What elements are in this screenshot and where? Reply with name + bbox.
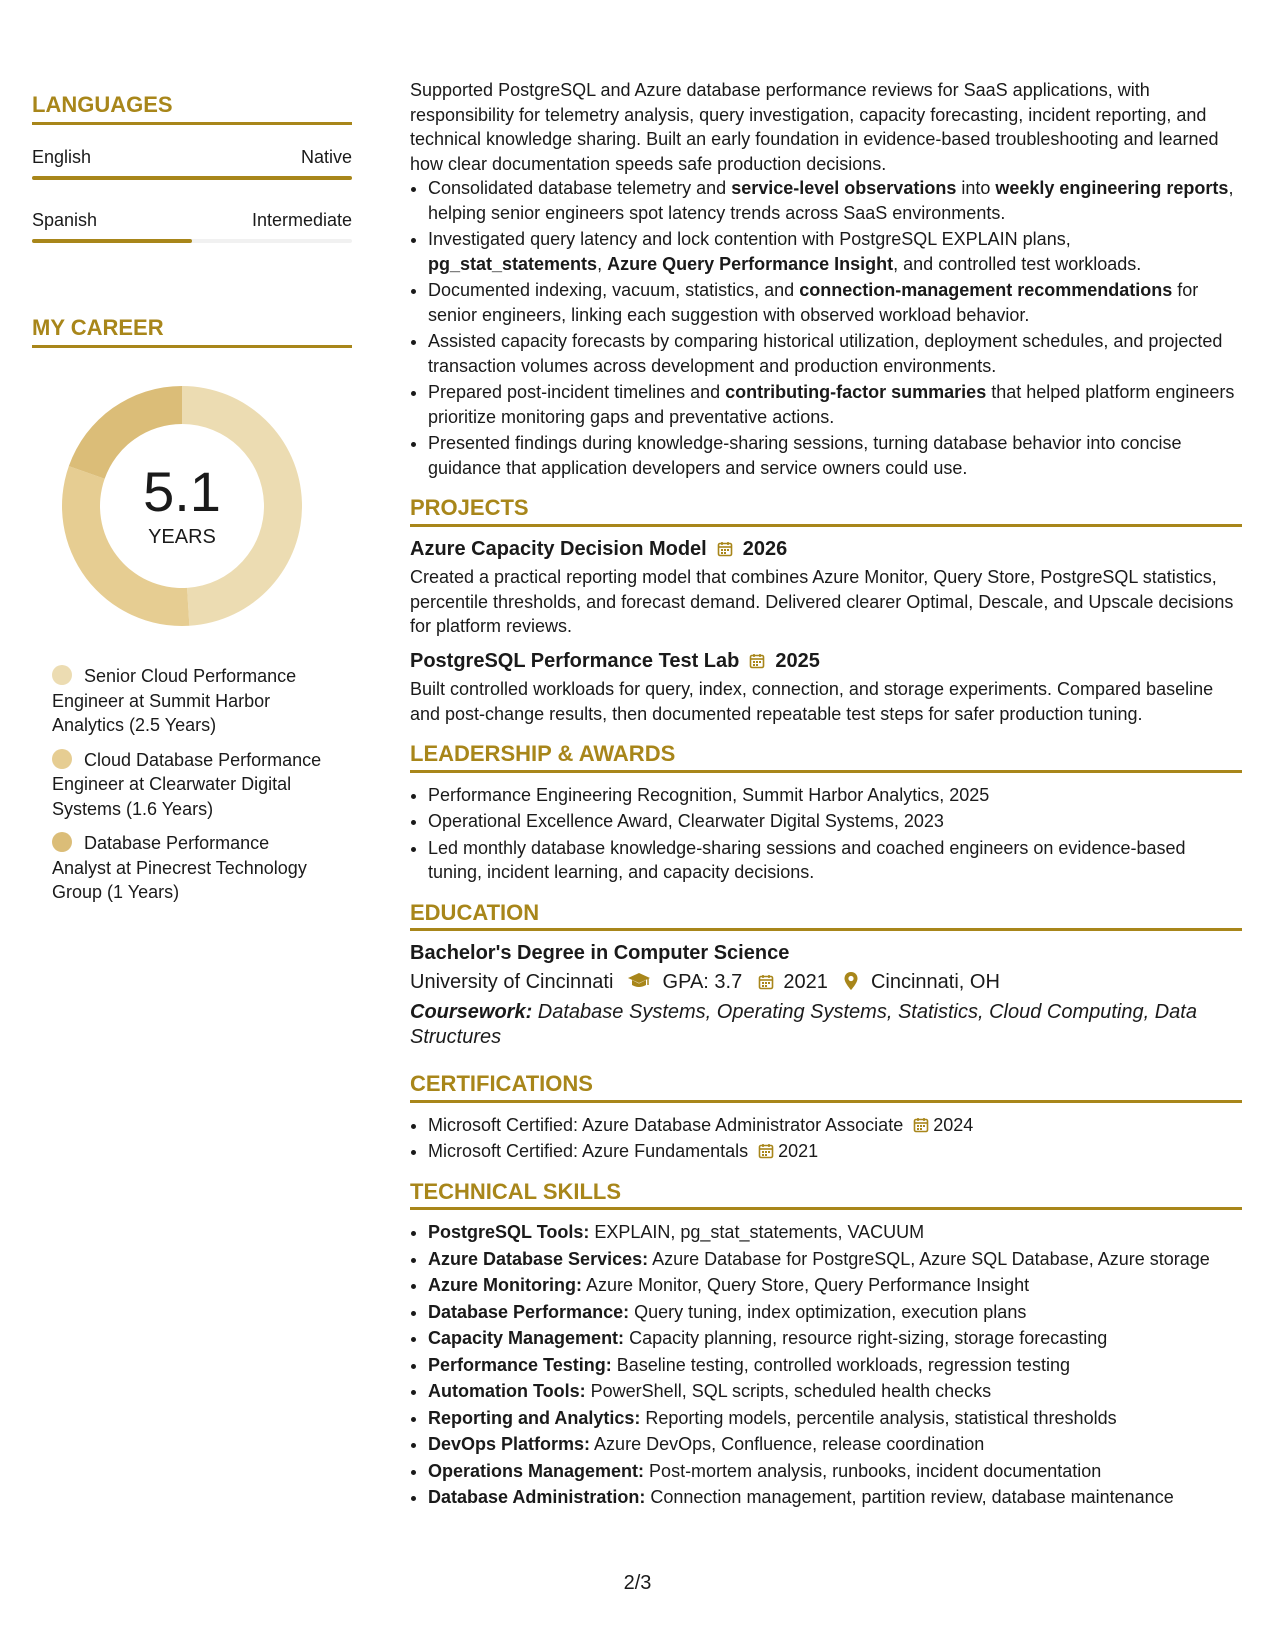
project-item xyxy=(410,649,1242,727)
list-item xyxy=(428,1300,1242,1325)
skills-heading: TECHNICAL SKILLS xyxy=(410,1180,1242,1211)
language-level: Intermediate xyxy=(251,210,352,230)
list-item xyxy=(428,1353,1242,1378)
calendar-icon xyxy=(913,1117,929,1133)
right-column xyxy=(410,78,1242,1512)
legend-dot-icon xyxy=(52,749,72,769)
certification-name: Microsoft Certified: Azure Database Administrator Associate xyxy=(428,1114,904,1135)
experience-summary: Supported PostgreSQL and Azure database performance reviews for SaaS applications, with responsibility for telemetry analysis, query investigation, capacity forecasting, incident reporting, and technical knowledge sharing. Built an early foundation in evidence-based troubleshooting and learned how clear documentation speeds safe production decisions. xyxy=(410,80,1219,174)
list-item xyxy=(428,176,1242,225)
education-details xyxy=(410,970,1242,995)
project-description: Built controlled workloads for query, index, connection, and storage experiments. Compared baseline and post-change results, then documented repeatable test steps for safer production tuning. xyxy=(410,679,1214,724)
gpa: GPA: 3.7 xyxy=(662,970,743,993)
project-year: 2026 xyxy=(742,537,788,560)
list-item: • Led monthly database knowledge-sharing sessions and coached engineers on evidence-based tuning, incident learning, and capacity decisions. xyxy=(428,836,1242,885)
text: , and controlled test workloads. xyxy=(893,253,1142,274)
skill-value: Azure DevOps, Confluence, release coordination xyxy=(590,1434,985,1454)
project-description: Created a practical reporting model that combines Azure Monitor, Query Store, PostgreSQL statistics, percentile thresholds, and forecast demand. Delivered clearer Optimal, Descale, and Upscale decisions for platform reviews. xyxy=(410,567,1234,636)
skill-value: Post-mortem analysis, runbooks, incident documentation xyxy=(644,1460,1102,1481)
left-column xyxy=(32,92,352,915)
legend-dot-icon xyxy=(52,665,72,685)
language-proficiency-fill xyxy=(32,176,352,180)
experience-bullets xyxy=(410,176,1242,480)
donut-center xyxy=(62,386,302,626)
skill-value: PowerShell, SQL scripts, scheduled health checks xyxy=(585,1381,992,1401)
language-name: Spanish xyxy=(32,210,98,230)
coursework-label: Coursework: xyxy=(410,1001,533,1023)
skill-label: PostgreSQL Tools: xyxy=(428,1222,590,1242)
text: Documented indexing, vacuum, statistics, and xyxy=(428,280,800,300)
list-item: • Operational Excellence Award, Clearwater Digital Systems, 2023 xyxy=(428,809,1242,834)
career-heading: MY CAREER xyxy=(32,315,352,348)
language-proficiency-bar xyxy=(32,176,352,180)
skill-value: EXPLAIN, pg_stat_statements, VACUUM xyxy=(589,1222,925,1242)
list-item xyxy=(428,1432,1242,1457)
skill-label: Reporting and Analytics: xyxy=(428,1407,641,1428)
text: into xyxy=(956,178,996,198)
list-item xyxy=(428,1220,1242,1245)
list-item xyxy=(428,1139,1242,1164)
list-item xyxy=(428,227,1242,276)
skill-value: Azure Database for PostgreSQL, Azure SQL Database, Azure storage xyxy=(648,1248,1210,1269)
calendar-icon xyxy=(749,653,765,669)
text: Consolidated database telemetry and xyxy=(428,178,732,198)
skill-label: Automation Tools: xyxy=(428,1381,586,1401)
calendar-icon xyxy=(758,1143,774,1159)
leadership-heading: LEADERSHIP & AWARDS xyxy=(410,742,1242,773)
skill-label: Database Performance: xyxy=(428,1301,630,1322)
list-item xyxy=(428,1113,1242,1138)
skill-value: Capacity planning, resource right-sizing, storage forecasting xyxy=(624,1328,1108,1348)
career-donut-chart xyxy=(62,386,302,626)
page-number: 2/3 xyxy=(623,1572,652,1594)
list-item xyxy=(428,1459,1242,1484)
text: Investigated query latency and lock contention with PostgreSQL EXPLAIN plans, xyxy=(428,229,1071,249)
certifications-list xyxy=(410,1113,1242,1164)
highlight: weekly engineering reports xyxy=(995,178,1229,198)
calendar-icon xyxy=(758,974,774,990)
list-item: • Performance Engineering Recognition, Summit Harbor Analytics, 2025 xyxy=(428,783,1242,808)
legend-label: Database Performance Analyst at Pinecrest Technology Group (1 Years) xyxy=(52,833,307,902)
list-item xyxy=(428,278,1242,327)
total-years-unit: YEARS xyxy=(148,525,216,548)
skill-label: Azure Database Services: xyxy=(428,1248,649,1269)
total-years-value: 5.1 xyxy=(143,459,221,523)
school-location: Cincinnati, OH xyxy=(870,970,1000,993)
coursework-list: Database Systems, Operating Systems, Statistics, Cloud Computing, Data Structures xyxy=(410,1001,1197,1048)
list-item xyxy=(428,1485,1242,1510)
location-pin-icon xyxy=(843,971,859,991)
legend-label: Cloud Database Performance Engineer at Clearwater Digital Systems (1.6 Years) xyxy=(52,749,322,819)
certifications-heading: CERTIFICATIONS xyxy=(410,1072,1242,1103)
text: , xyxy=(597,253,608,274)
list-item xyxy=(428,1406,1242,1431)
text: that helped platform engineers prioritize monitoring gaps and preventative actions. xyxy=(428,382,1235,427)
language-level: Native xyxy=(300,147,352,167)
list-item: • Presented findings during knowledge-sharing sessions, turning database behavior into concise guidance that application developers and service owners could use. xyxy=(428,431,1242,480)
skill-value: Reporting models, percentile analysis, statistical thresholds xyxy=(640,1407,1117,1428)
skill-value: Azure Monitor, Query Store, Query Performance Insight xyxy=(581,1275,1030,1295)
list-item xyxy=(428,1379,1242,1404)
skill-value: Connection management, partition review, database maintenance xyxy=(645,1487,1174,1507)
skill-value: Query tuning, index optimization, execution plans xyxy=(629,1301,1027,1322)
certification-year: 2024 xyxy=(933,1114,974,1135)
language-item xyxy=(32,210,352,243)
skill-value: Baseline testing, controlled workloads, regression testing xyxy=(611,1354,1070,1375)
skill-label: DevOps Platforms: xyxy=(428,1434,591,1454)
list-item xyxy=(428,1247,1242,1272)
list-item xyxy=(428,1273,1242,1298)
highlight: pg_stat_statements xyxy=(428,253,598,274)
career-legend xyxy=(52,664,332,905)
graduation-year: 2021 xyxy=(783,970,828,993)
skills-list xyxy=(410,1220,1242,1510)
text: Prepared post-incident timelines and xyxy=(428,382,726,402)
calendar-icon xyxy=(717,541,733,557)
legend-item xyxy=(52,748,332,822)
highlight: contributing-factor summaries xyxy=(725,382,987,402)
legend-item xyxy=(52,664,332,738)
project-year: 2025 xyxy=(775,649,820,672)
text: for senior engineers, linking each suggestion with observed workload behavior. xyxy=(428,280,1199,325)
list-item xyxy=(428,380,1242,429)
project-title: PostgreSQL Performance Test Lab xyxy=(410,649,740,672)
leadership-list xyxy=(410,783,1242,885)
certification-name: Microsoft Certified: Azure Fundamentals xyxy=(428,1141,749,1161)
legend-dot-icon xyxy=(52,832,72,852)
school-name: University of Cincinnati xyxy=(410,970,614,993)
skill-label: Azure Monitoring: xyxy=(428,1275,582,1295)
legend-label: Senior Cloud Performance Engineer at Summit Harbor Analytics (2.5 Years) xyxy=(52,666,297,735)
language-proficiency-fill xyxy=(32,239,192,243)
skill-label: Database Administration: xyxy=(428,1487,646,1507)
education-heading: EDUCATION xyxy=(410,901,1242,932)
skill-label: Capacity Management: xyxy=(428,1328,625,1348)
language-item xyxy=(32,147,352,180)
skill-label: Performance Testing: xyxy=(428,1354,612,1375)
project-title: Azure Capacity Decision Model xyxy=(410,537,707,560)
projects-heading: PROJECTS xyxy=(410,496,1242,527)
highlight: service-level observations xyxy=(731,178,957,198)
languages-heading: LANGUAGES xyxy=(32,92,352,125)
language-proficiency-bar xyxy=(32,239,352,243)
degree-title: Bachelor's Degree in Computer Science xyxy=(410,942,790,964)
language-name: English xyxy=(32,147,92,167)
project-item xyxy=(410,537,1242,639)
highlight: Azure Query Performance Insight xyxy=(607,253,894,274)
list-item xyxy=(428,1326,1242,1351)
highlight: connection-management recommendations xyxy=(799,280,1173,300)
text: , helping senior engineers spot latency trends across SaaS environments. xyxy=(428,178,1234,223)
list-item: • Assisted capacity forecasts by comparing historical utilization, deployment schedules, and projected transaction volumes across development and production environments. xyxy=(428,329,1242,378)
certification-year: 2021 xyxy=(778,1141,819,1161)
legend-item xyxy=(52,831,332,905)
coursework xyxy=(410,1000,1242,1050)
graduation-cap-icon xyxy=(627,972,651,990)
skill-label: Operations Management: xyxy=(428,1460,645,1481)
